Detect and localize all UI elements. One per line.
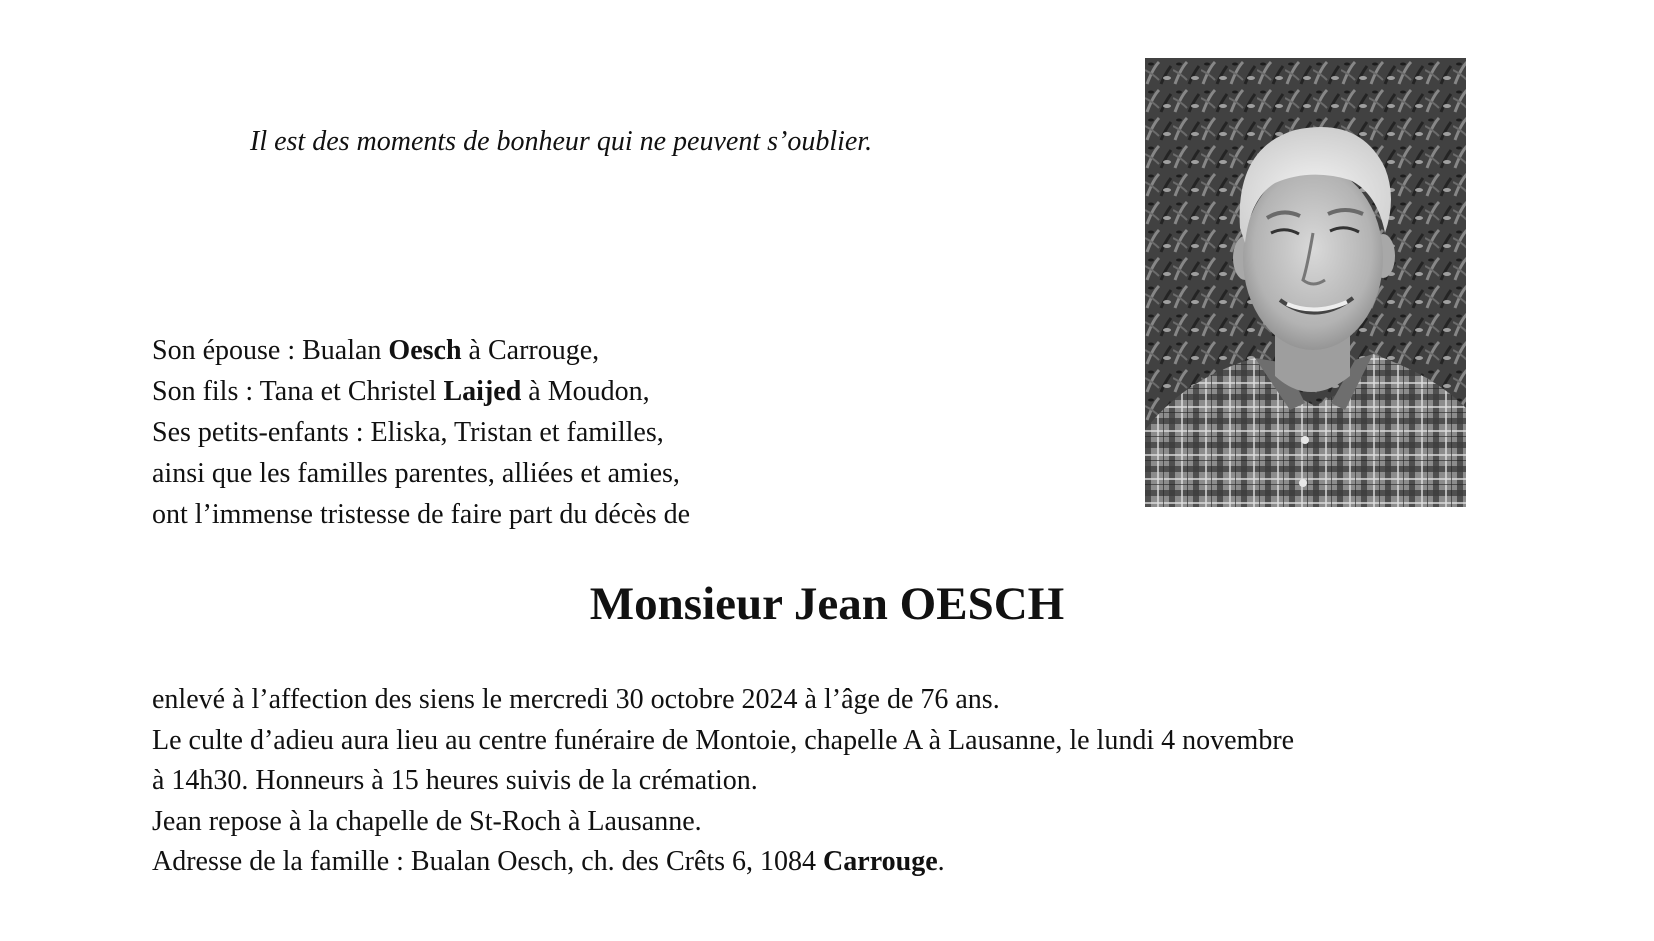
text-segment: à Moudon,: [521, 376, 650, 407]
text-segment: Adresse de la famille : Bualan Oesch, ch. des Crêts 6, 1084: [152, 846, 824, 877]
details-line-address: [152, 842, 1294, 883]
details-line-chapel: Jean repose à la chapelle de St-Roch à Lausanne.: [152, 805, 702, 837]
surname-bold: Oesch: [388, 335, 462, 366]
family-line-son: [152, 371, 690, 412]
family-line-grandchildren: Ses petits-enfants : Eliska, Tristan et familles,: [152, 417, 664, 448]
text-segment: à Carrouge,: [461, 335, 600, 366]
text-segment: Son fils : Tana et Christel: [152, 376, 444, 407]
details-line-death: enlevé à l’affection des siens le mercredi 30 octobre 2024 à l’âge de 76 ans.: [152, 684, 1000, 715]
text-segment: Son épouse : Bualan: [152, 335, 389, 366]
surname-bold: Laijed: [443, 376, 522, 407]
epigraph-quote: Il est des moments de bonheur qui ne peuvent s’oublier.: [250, 126, 873, 157]
details-line-ceremony: Le culte d’adieu aura lieu au centre funéraire de Montoie, chapelle A à Lausanne, le lundi 4 novembre: [152, 724, 1295, 756]
town-bold: Carrouge: [823, 846, 938, 877]
portrait-photo-icon: [1145, 58, 1466, 507]
details-line-ceremony-time: à 14h30. Honneurs à 15 heures suivis de la crémation.: [152, 765, 758, 796]
text-segment: .: [937, 846, 945, 877]
portrait-photo: [1145, 58, 1466, 507]
family-line-relatives: ainsi que les familles parentes, alliées et amies,: [152, 458, 680, 489]
family-announcement: [152, 330, 690, 535]
funeral-details: [152, 680, 1294, 883]
deceased-name-heading: Monsieur Jean OESCH: [589, 578, 1065, 630]
family-line-announcement: ont l’immense tristesse de faire part du décès de: [152, 499, 691, 530]
family-line-spouse: [152, 330, 690, 371]
